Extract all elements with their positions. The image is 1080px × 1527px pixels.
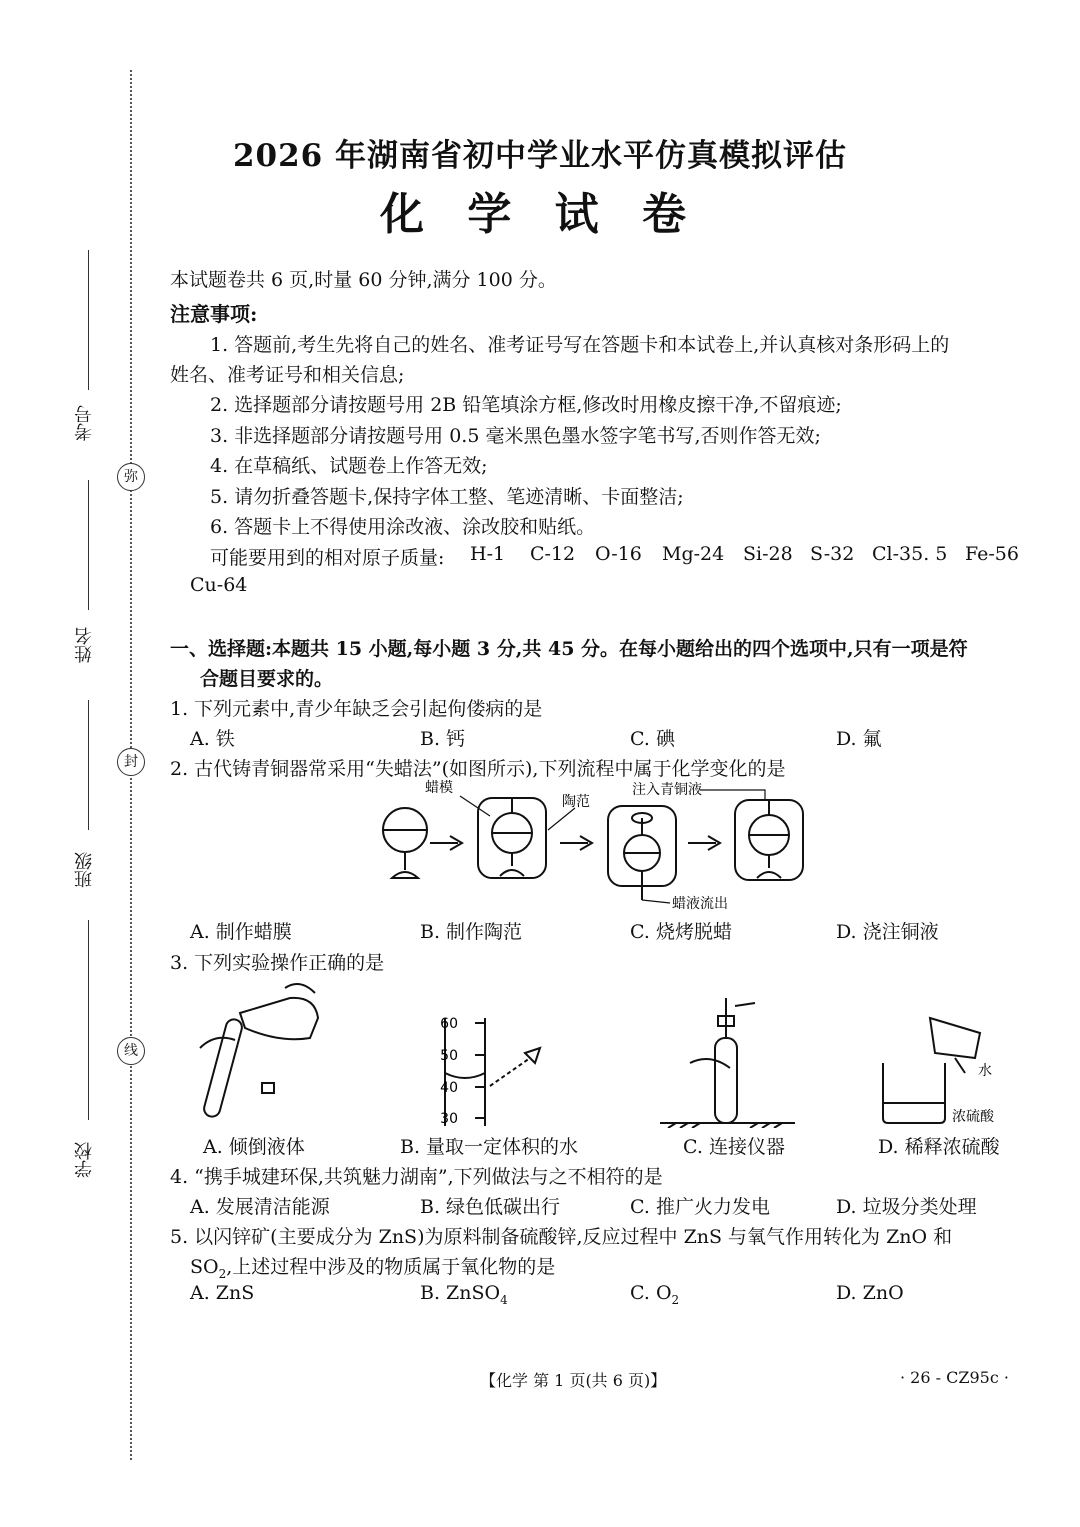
atomic-mass-mg: Mg-24	[662, 543, 725, 565]
q3-option-c: C. 连接仪器	[683, 1136, 785, 1158]
exam-number-label: 考号	[74, 405, 95, 441]
q3-option-b: B. 量取一定体积的水	[400, 1136, 579, 1158]
note-4: 4. 在草稿纸、试题卷上作答无效;	[210, 455, 488, 477]
seal-feng: 封	[117, 748, 145, 776]
atomic-mass-s: S-32	[810, 543, 855, 565]
q5-option-b: B. ZnSO$_4$	[420, 1282, 508, 1307]
section1-heading-cont: 合题目要求的。	[200, 668, 334, 690]
atomic-mass-si: Si-28	[743, 543, 793, 565]
fig-label-wax-mold: 蜡模	[425, 780, 453, 796]
cylinder-tick-40: 40	[440, 1080, 458, 1096]
cylinder-tick-30: 30	[440, 1111, 458, 1127]
q5-option-c: C. $O_2$	[630, 1282, 680, 1307]
atomic-mass-cu: Cu-64	[190, 574, 248, 596]
exam-intro: 本试题卷共 6 页,时量 60 分钟,满分 100 分。	[170, 269, 557, 291]
atomic-mass-cl: Cl-35. 5	[872, 543, 948, 565]
school-label: 学校	[74, 1142, 95, 1178]
note-1: 1. 答题前,考生先将自己的姓名、准考证号写在答题卡和本试卷上,并认真核对条形码上的	[210, 334, 950, 356]
q5-stem: 5. 以闪锌矿(主要成分为 ZnS)为原料制备硫酸锌,反应过程中 ZnS 与氧气作用转化为 ZnO 和	[170, 1226, 953, 1248]
fig-label-inject: 注入青铜液	[632, 782, 702, 798]
note-5: 5. 请勿折叠答题卡,保持字体工整、笔迹清晰、卡面整洁;	[210, 486, 684, 508]
exam-number-line	[88, 250, 89, 390]
seal-xian: 线	[117, 1037, 145, 1065]
cylinder-tick-60: 60	[440, 1016, 458, 1032]
q5-option-a: A. ZnS	[190, 1282, 255, 1304]
name-line	[88, 480, 89, 610]
exam-title: 2026 年湖南省初中学业水平仿真模拟评估	[232, 138, 848, 174]
class-line	[88, 700, 89, 830]
atomic-mass-o: O-16	[595, 543, 642, 565]
q3-option-a: A. 倾倒液体	[203, 1136, 305, 1158]
fig-label-water: 水	[978, 1063, 992, 1079]
atomic-mass-h: H-1	[470, 543, 506, 565]
q4-option-b: B. 绿色低碳出行	[420, 1196, 561, 1218]
q2-option-c: C. 烧烤脱蜡	[630, 921, 732, 943]
note-6: 6. 答题卡上不得使用涂改液、涂改胶和贴纸。	[210, 516, 596, 538]
q3-option-d: D. 稀释浓硫酸	[878, 1136, 1000, 1158]
notes-heading: 注意事项:	[170, 302, 258, 326]
fig-label-acid: 浓硫酸	[952, 1109, 994, 1125]
atomic-masses-label: 可能要用到的相对原子质量:	[210, 547, 445, 569]
q4-option-a: A. 发展清洁能源	[190, 1196, 330, 1218]
q5-stem-cont: $SO_2$,上述过程中涉及的物质属于氧化物的是	[190, 1256, 556, 1281]
q4-option-d: D. 垃圾分类处理	[836, 1196, 977, 1218]
q3-stem: 3. 下列实验操作正确的是	[170, 952, 385, 974]
q1-option-d: D. 氟	[836, 728, 882, 750]
lost-wax-figure	[370, 778, 830, 913]
q1-stem: 1. 下列元素中,青少年缺乏会引起佝偻病的是	[170, 698, 543, 720]
q4-stem: 4. “携手城建环保,共筑魅力湖南”,下列做法与之不相符的是	[170, 1166, 663, 1188]
atomic-mass-c: C-12	[530, 543, 576, 565]
q2-option-a: A. 制作蜡膜	[190, 921, 292, 943]
q1-option-b: B. 钙	[420, 728, 466, 750]
school-line	[88, 920, 89, 1120]
note-2: 2. 选择题部分请按题号用 2B 铅笔填涂方框,修改时用橡皮擦干净,不留痕迹;	[210, 394, 842, 416]
name-label: 姓名	[74, 627, 95, 663]
fig-label-wax-out: 蜡液流出	[672, 896, 728, 912]
page-footer: 【化学 第 1 页(共 6 页)】	[480, 1371, 667, 1390]
q1-option-c: C. 碘	[630, 728, 675, 750]
seal-mi: 弥	[117, 463, 145, 491]
q4-option-c: C. 推广火力发电	[630, 1196, 770, 1218]
note-1-cont: 姓名、准考证号和相关信息;	[170, 364, 405, 386]
section1-heading: 一、选择题:本题共 15 小题,每小题 3 分,共 45 分。在每小题给出的四个选项中,只有一项是符	[170, 638, 968, 660]
q5-option-d: D. ZnO	[836, 1282, 904, 1304]
q2-stem: 2. 古代铸青铜器常采用“失蜡法”(如图所示),下列流程中属于化学变化的是	[170, 758, 786, 780]
fig-label-pottery: 陶范	[562, 794, 590, 810]
lab-operations-figure	[190, 978, 1030, 1128]
class-label: 班级	[74, 852, 95, 888]
note-3: 3. 非选择题部分请按题号用 0.5 毫米黑色墨水签字笔书写,否则作答无效;	[210, 425, 821, 447]
paper-code: · 26 - CZ95c ·	[900, 1368, 1009, 1387]
atomic-mass-fe: Fe-56	[965, 543, 1019, 565]
q1-option-a: A. 铁	[190, 728, 235, 750]
cylinder-tick-50: 50	[440, 1048, 458, 1064]
exam-subject-title: 化 学 试 卷	[380, 189, 700, 240]
q2-option-b: B. 制作陶范	[420, 921, 523, 943]
q2-option-d: D. 浇注铜液	[836, 921, 939, 943]
